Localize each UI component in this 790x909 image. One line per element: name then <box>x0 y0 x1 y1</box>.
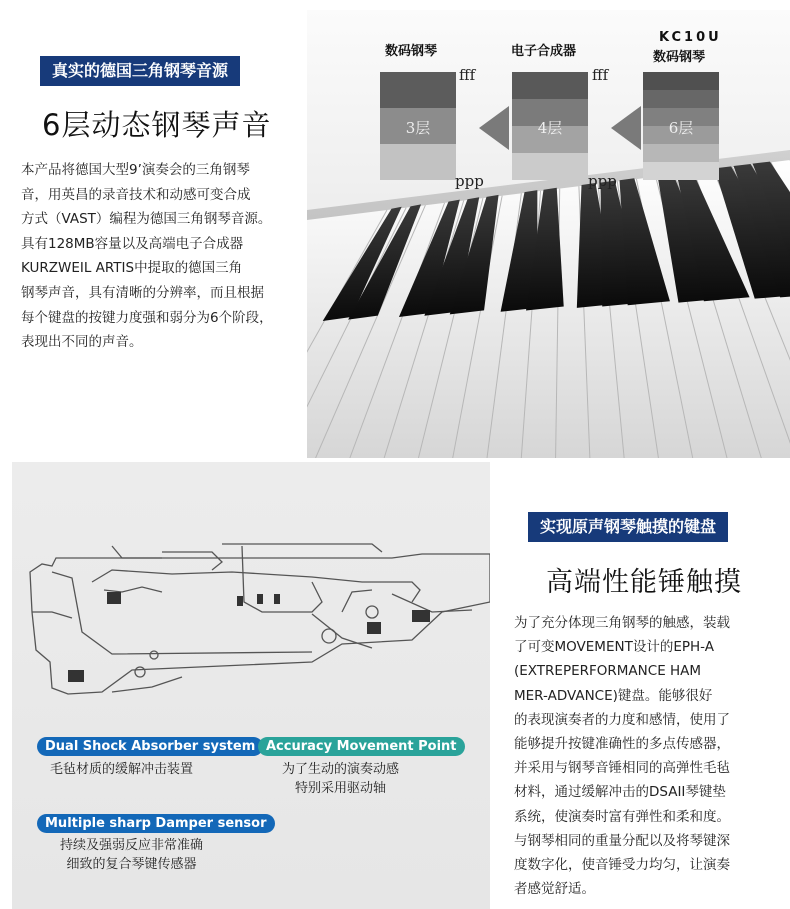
text-line: MER-ADVANCE)键盘。能够很好 <box>514 687 713 704</box>
text-line: 为了充分体现三角钢琴的触感，装载 <box>514 615 730 631</box>
text-line: 并采用与钢琴音锤相同的高弹性毛毡 <box>514 760 730 777</box>
text-line: 者感觉舒适。 <box>514 881 595 898</box>
text-line: 了可变MOVEMENT设计的EPH-A <box>514 639 714 656</box>
text-line: 毛毡材质的缓解冲击装置 <box>50 762 194 777</box>
text-line: 能够提升按键准确性的多点传感器， <box>514 736 730 753</box>
text-line: 度数字化，使音锤受力均匀，让演奏 <box>514 857 730 874</box>
sound-description <box>21 158 273 355</box>
hammer-action-diagram <box>12 462 490 712</box>
sound-source-tag: 真实的德国三角钢琴音源 <box>40 56 240 86</box>
ppp-label: ppp <box>588 172 617 190</box>
arrow-left-icon <box>479 106 509 150</box>
layer-count-label: 3层 <box>405 119 431 137</box>
text-line: (EXTREPERFORMANCE HAM <box>514 663 702 680</box>
arrow-left-icon <box>611 106 641 150</box>
text-line: 材料，通过缓解冲击的DSAII琴键垫 <box>514 784 726 801</box>
text-line: 的表现演奏者的力度和感情，使用了 <box>514 711 730 728</box>
keyboard-description <box>514 611 730 901</box>
text-line: 特别采用驱动轴 <box>295 781 387 796</box>
kc10u-subtitle: 数码钢琴 <box>653 50 706 65</box>
layer-count-label: 4层 <box>537 119 563 137</box>
dual-shock-absorber-label: Dual Shock Absorber system <box>37 737 263 756</box>
text-line: 本产品将德国大型9’演奏会的三角钢琴 <box>21 162 250 178</box>
piano-keyboard-photo <box>307 10 790 458</box>
kc10u-model-title: KC10U <box>659 30 722 45</box>
text-line: 持续及强弱反应非常准确 <box>60 838 204 853</box>
dynamic-sound-title: 6层动态钢琴声音 <box>42 108 272 142</box>
ppp-label: ppp <box>455 172 484 190</box>
accuracy-movement-label: Accuracy Movement Point <box>258 737 465 756</box>
text-line: 钢琴声音，具有清晰的分辨率，而且根据 <box>21 284 264 301</box>
text-line: 表现出不同的声音。 <box>21 334 143 351</box>
dual-shock-absorber-desc <box>50 760 193 779</box>
text-line: 细致的复合琴键传感器 <box>66 857 197 872</box>
hammer-touch-title: 高端性能锤触摸 <box>546 567 742 598</box>
text-line: 为了生动的演奏动感 <box>282 762 400 777</box>
digital-piano-title: 数码钢琴 <box>385 44 438 59</box>
synthesizer-title: 电子合成器 <box>511 44 577 59</box>
text-line: KURZWEIL ARTIS中提取的德国三角 <box>21 260 243 277</box>
text-line: 系统，使演奏时富有弹性和柔和度。 <box>514 808 730 825</box>
text-line: 具有128MB容量以及高端电子合成器 <box>21 235 244 252</box>
layer-count-label: 6层 <box>668 119 694 137</box>
fff-label: fff <box>459 66 476 84</box>
text-line: 与钢琴相同的重量分配以及将琴键深 <box>514 832 730 849</box>
text-line: 每个键盘的按键力度强和弱分为6个阶段， <box>21 309 273 326</box>
accuracy-movement-desc <box>282 760 399 798</box>
fff-label: fff <box>592 66 609 84</box>
text-line: 方式（VAST）编程为德国三角钢琴音源。 <box>21 211 272 228</box>
hammer-action-panel <box>12 462 490 909</box>
damper-sensor-desc <box>60 836 203 874</box>
text-line: 音，用英昌的录音技术和动感可变合成 <box>21 186 251 203</box>
damper-sensor-label: Multiple sharp Damper sensor <box>37 814 275 833</box>
keyboard-touch-tag: 实现原声钢琴触摸的键盘 <box>528 512 728 542</box>
